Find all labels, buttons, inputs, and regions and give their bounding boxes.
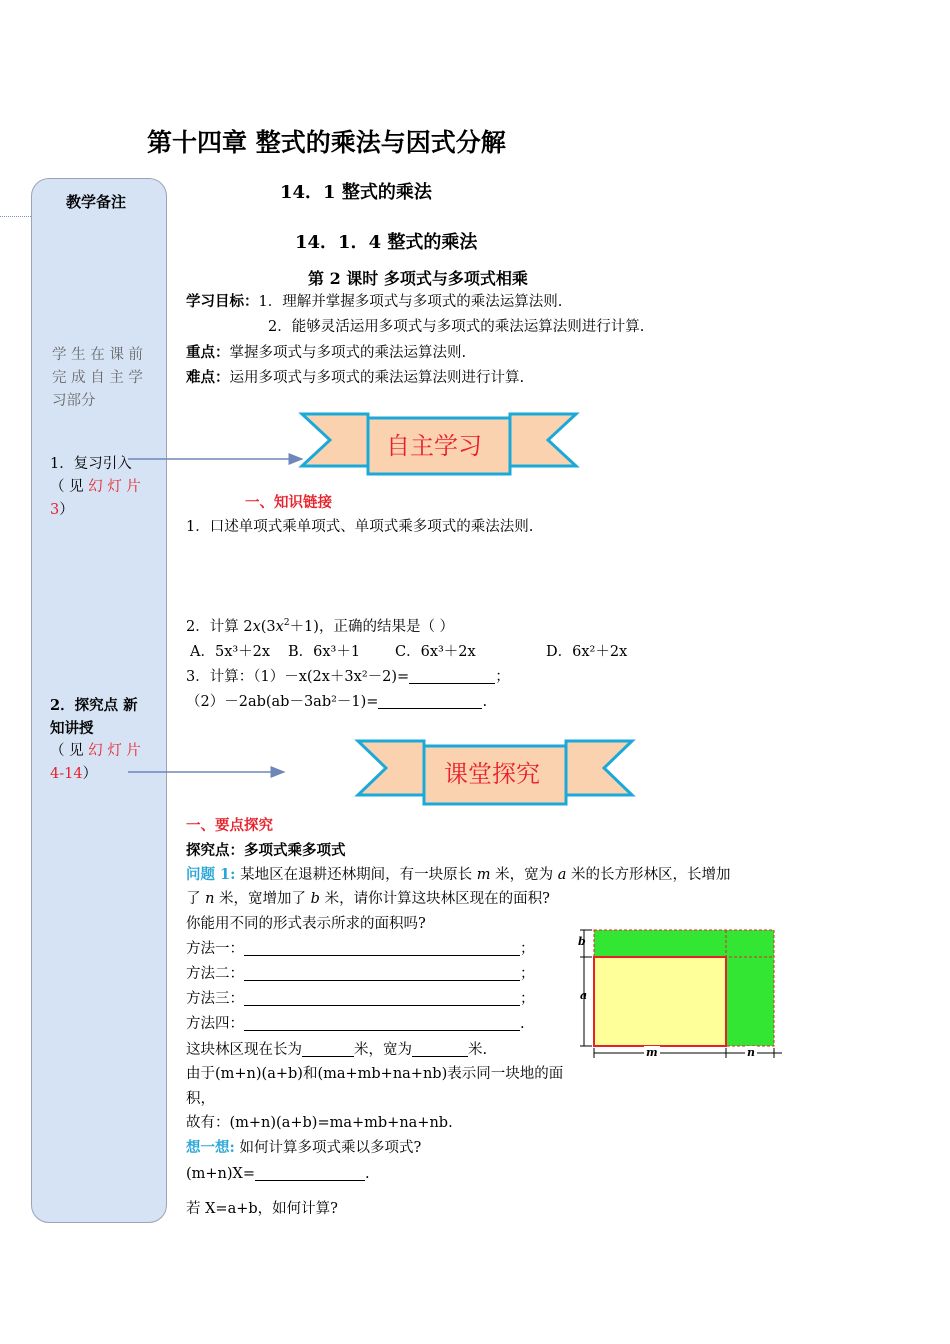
method-2: 方法二： ； <box>186 966 535 982</box>
knowledge-link-heading: 一、知识链接 <box>245 494 332 511</box>
chapter-title: 第十四章 整式的乘法与因式分解 <box>147 128 506 157</box>
method-4: 方法四： . <box>186 1016 525 1032</box>
explore-point: 探究点：多项式乘多项式 <box>186 842 346 859</box>
option-d: D．6x²＋2x <box>546 644 628 660</box>
dimensions-line: 这块林区现在长为 米，宽为 米. <box>186 1042 488 1058</box>
question-1: 1．口述单项式乘单项式、单项式乘多项式的乘法法则. <box>186 519 534 535</box>
subsection-title: 14．1．4 整式的乘法 <box>295 232 478 253</box>
sidebar-item-explore-num: 4-14） <box>50 766 98 782</box>
option-c: C．6x³＋2x <box>395 644 476 660</box>
since-line-1: 由于(m+n)(a+b)和(ma+mb+na+nb)表示同一块地的面 <box>186 1066 564 1082</box>
learning-goal-2: 2．能够灵活运用多项式与多项式的乘法运算法则进行计算. <box>268 319 645 335</box>
diagram-label-n: n <box>747 1046 755 1059</box>
sidebar-item-explore-ref: （ 见 幻 灯 片 <box>50 743 141 759</box>
question-2: 2．计算 $2x(3x^2+1)$，正确的结果是（ ） <box>186 618 455 635</box>
since-line-2: 积， <box>186 1091 215 1107</box>
sidebar-note-line: 习部分 <box>52 393 96 409</box>
banner-classroom-label: 课堂探究 <box>444 760 540 788</box>
banner-self-study-label: 自主学习 <box>386 432 482 460</box>
sidebar-header: 教学备注 <box>66 193 127 211</box>
key-point: 重点：掌握多项式与多项式的乘法运算法则. <box>186 344 467 361</box>
question-3-part-2: （2）－2ab(ab－3ab²－1)= . <box>186 694 488 710</box>
problem-1-line-1: 问题 1: 某地区在退耕还林期间，有一块原长 m 米，宽为 a 米的长方形林区，长增加 <box>186 866 731 883</box>
sidebar-item-review-ref: （ 见 幻 灯 片 <box>50 479 141 495</box>
method-3: 方法三： ； <box>186 991 535 1007</box>
sidebar-item-review: 1．复习引入 <box>50 456 132 472</box>
mnx-line: (m+n)X= . <box>186 1166 370 1182</box>
learning-goal-1: 学习目标：1．理解并掌握多项式与多项式的乘法运算法则. <box>186 293 563 310</box>
problem-1-line-2: 了 n 米，宽增加了 b 米，请你计算这块林区现在的面积? <box>186 891 550 907</box>
conclusion-line: 故有：(m+n)(a+b)=ma+mb+na+nb. <box>186 1115 453 1131</box>
diagram-label-m: m <box>646 1046 658 1059</box>
area-diagram <box>572 920 797 1068</box>
sidebar-item-review-num: 3） <box>50 502 74 518</box>
think-line: 想一想: 如何计算多项式乘以多项式? <box>186 1139 422 1156</box>
explore-heading: 一、要点探究 <box>186 817 273 834</box>
option-b: B．6x³＋1 <box>288 644 361 660</box>
diagram-label-a: a <box>580 989 588 1002</box>
sidebar-note-line: 完 成 自 主 学 <box>52 370 143 386</box>
question-3-part-1: 3．计算：（1）－x(2x＋3x²－2)= ； <box>186 669 510 685</box>
sidebar-item-explore-2: 知讲授 <box>50 720 94 737</box>
lesson-title: 第 2 课时 多项式与多项式相乘 <box>308 269 528 288</box>
option-a: A．5x³＋2x <box>190 644 271 660</box>
if-x-line: 若 X=a+b，如何计算? <box>186 1201 338 1217</box>
difficult-point: 难点：运用多项式与多项式的乘法运算法则进行计算. <box>186 369 525 386</box>
section-title: 14．1 整式的乘法 <box>280 182 432 203</box>
sidebar-item-explore: 2．探究点 新 <box>50 697 138 714</box>
diagram-label-b: b <box>578 935 586 948</box>
method-1: 方法一： ； <box>186 941 535 957</box>
sidebar-note-line: 学 生 在 课 前 <box>52 347 143 363</box>
ask-line: 你能用不同的形式表示所求的面积吗? <box>186 916 426 932</box>
